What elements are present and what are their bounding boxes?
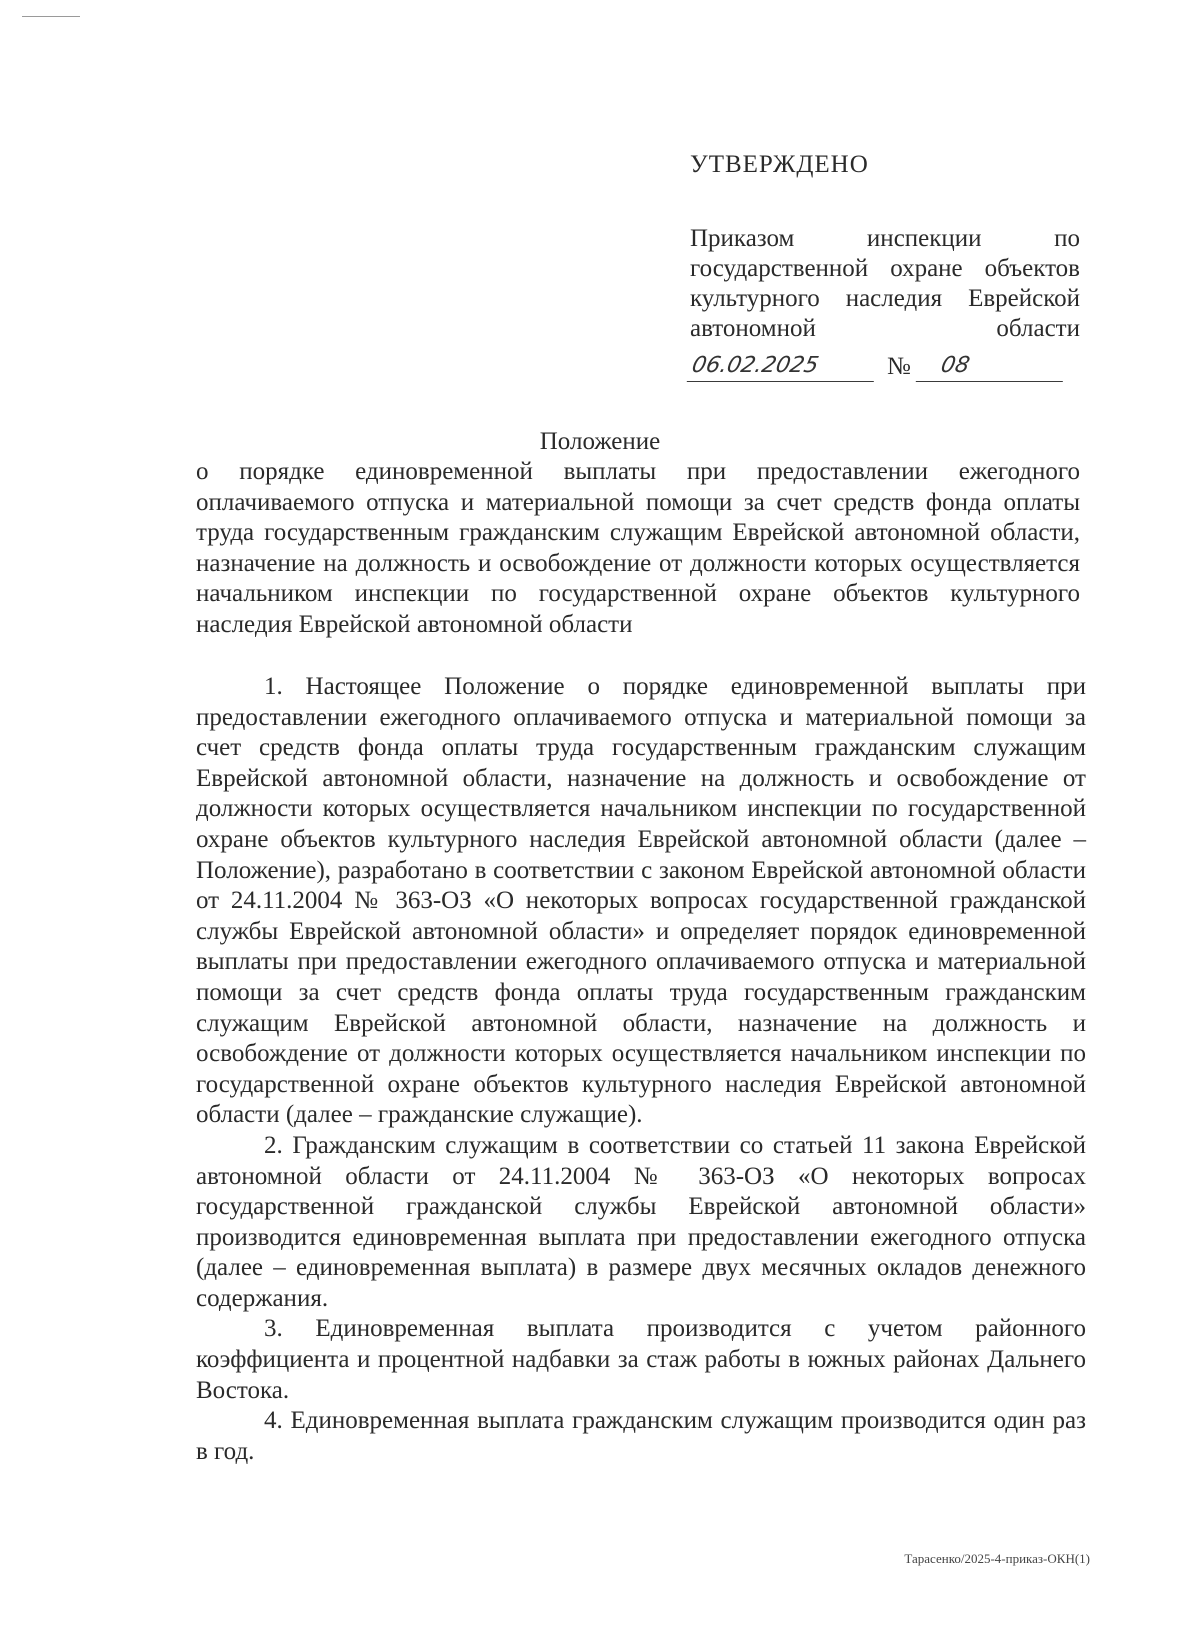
paragraph: 2. Гражданским служащим в соответствии со статьей 11 закона Еврейской автономной области от 24.11.2004 № 363-ОЗ «О некоторых вопросах государственной гражданской службы Еврейской автономной области» производится единовременная выплата при предоставлении ежегодного отпуска (далее – единовременная выплата) в размере двух месячных окладов денежного содержания. — [196, 1131, 1086, 1312]
approved-by-line: Приказом инспекции по — [690, 225, 1080, 252]
order-number-label: № — [887, 353, 911, 380]
approved-by-line: автономной области — [690, 315, 1080, 342]
document-body — [196, 672, 1086, 1467]
paragraph: 3. Единовременная выплата производится с учетом районного коэффициента и процентной надбавки за стаж работы в южных районах Дальнего Востока. — [196, 1315, 1086, 1404]
approved-by-line: культурного наследия Еврейской — [690, 285, 1080, 312]
paragraph: 1. Настоящее Положение о порядке единовременной выплаты при предоставлении ежегодного оплачиваемого отпуска и материальной помощи за счет средств фонда оплаты труда государственным гражданским служащим Еврейской автономной области, назначение на должность и освобождение от должности которых осуществляется начальником инспекции по государственной охране объектов культурного наследия Еврейской автономной области (далее – Положение), разработано в соответствии с законом Еврейской автономной области от 24.11.2004 № 363-ОЗ «О некоторых вопросах государственной гражданской службы Еврейской автономной области» и определяет порядок единовременной выплаты при предоставлении ежегодного оплачиваемого отпуска и материальной помощи за счет средств фонда оплаты труда государственным гражданским служащим Еврейской автономной области, назначение на должность и освобождение от должности которых осуществляется начальником инспекции по государственной охране объектов культурного наследия Еврейской автономной области (далее – гражданские служащие). — [196, 673, 1086, 1129]
approved-by-line: государственной охране объектов — [690, 255, 1080, 282]
paragraph: 4. Единовременная выплата гражданским служащим производится один раз в год. — [196, 1407, 1086, 1465]
order-date-handwritten: 06.02.2025 — [687, 351, 881, 382]
approved-heading: УТВЕРЖДЕНО — [690, 151, 869, 178]
document-subtitle: о порядке единовременной выплаты при предоставлении ежегодного оплачиваемого отпуска и материальной помощи за счет средств фонда оплаты труда государственным гражданским служащим Еврейской автономной области, назначение на должность и освобождение от должности которых осуществляется начальником инспекции по государственной охране объектов культурного наследия Еврейской автономной области — [196, 458, 1080, 638]
file-reference: Тарасенко/2025-4-приказ-ОКН(1) — [904, 1551, 1090, 1566]
order-date-number-line — [690, 348, 1080, 382]
approved-by-text — [690, 224, 1080, 344]
approval-block — [690, 150, 1080, 382]
scan-edge-mark — [22, 16, 80, 17]
document-title: Положение — [539, 428, 661, 455]
order-number-handwritten: 08 — [916, 351, 1070, 382]
